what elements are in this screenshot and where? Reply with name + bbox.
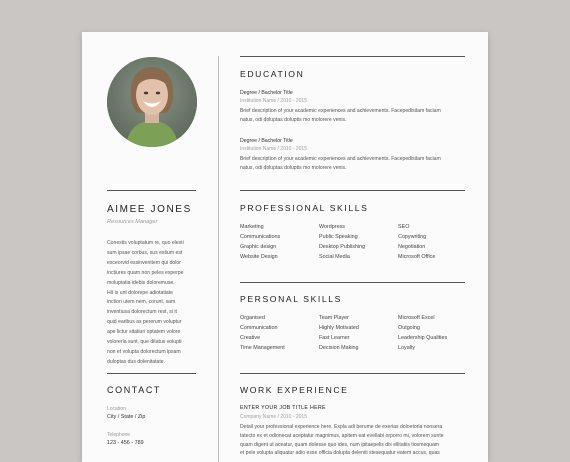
description-line: tatecto ex et odionecat aceptatur magnimus, apitem eat evellabi orporro mi, volorem sunte <box>240 432 444 439</box>
profile-line: quid earibus as pererum voluptur <box>107 319 182 326</box>
education-description <box>240 107 465 125</box>
skill-item: Time Management <box>240 345 285 351</box>
skill-item: Marketing <box>240 224 264 230</box>
degree-title: Degree / Bachelor Title <box>240 90 293 96</box>
skill-item: Creative <box>240 335 261 341</box>
profile-line: duloptas dus dolenitatate. <box>107 358 166 365</box>
location-value: City / State / Zip <box>107 414 146 420</box>
skill-item: Communications <box>240 234 281 240</box>
personal-skills-heading: PERSONAL SKILLS <box>240 294 343 304</box>
institution-name: Institution Name / 2010 - 2015 <box>240 146 307 152</box>
profile-photo <box>107 57 197 147</box>
contact-rule <box>107 373 196 374</box>
professional-skills-heading: PROFESSIONAL SKILLS <box>240 203 369 213</box>
person-role: Resources Manager <box>107 219 158 225</box>
job-title: ENTER YOUR JOB TITLE HERE <box>240 405 326 411</box>
skill-item: Fast Learner <box>319 335 350 341</box>
work-description <box>240 423 465 458</box>
skill-item: Leadership Qualities <box>398 335 448 341</box>
skill-item: Outgoing <box>398 325 420 331</box>
skill-item: Desktop Publishing <box>319 244 366 250</box>
profile-line: volorerla sunt, que ditatus volupti <box>107 339 182 346</box>
work-experience-heading: WORK EXPERIENCE <box>240 385 349 395</box>
skill-item: Loyalty <box>398 345 416 351</box>
profile-line: inctiori utem nem, corunt, sam <box>107 299 176 306</box>
skill-item: Copywriting <box>398 234 427 240</box>
location-label: Location <box>107 406 126 412</box>
skill-item: SEO <box>398 224 410 230</box>
profile-line: ape lictur sitatiuri optatem volore <box>107 329 181 336</box>
description-line: natus, odi doluptas doluptis mo molorere venis. <box>240 164 347 171</box>
description-line: quam digent ut aceatur, quam dolesse quo ides, num ipitaepelis dis ellitatiis tiosmequam <box>240 441 440 448</box>
skill-item: Website Design <box>240 254 278 260</box>
skill-item: Highly Motivated <box>319 325 359 331</box>
contact-heading: CONTACT <box>107 385 162 395</box>
profile-line: Hit is unt dolorepe adiotatiate <box>107 289 173 296</box>
description-line: Detail your professional experience here. Expla adi berume de exerias doloetoria nonsera <box>240 424 443 430</box>
telephone-label: Telephone <box>107 432 131 438</box>
description-line: et pele volupta aliquatur adio esse officia dolupta deleniti stesequatur eatem accus, quas <box>240 450 440 457</box>
profile-line: moluptatia idebis doloremuse. <box>107 279 175 286</box>
degree-title: Degree / Bachelor Title <box>240 138 293 144</box>
resume-page <box>82 32 488 462</box>
skill-item: Negotiation <box>398 244 426 250</box>
skill-item: Microsoft Office <box>398 254 436 260</box>
profile-line: Conestis voluptatum re, quo elesti <box>107 240 184 246</box>
profile-line: exceorvid essinvenitem qui dolor <box>107 259 181 266</box>
education-heading: EDUCATION <box>240 69 305 79</box>
skill-item: Organised <box>240 315 265 321</box>
skill-item: Team Player <box>319 315 349 321</box>
description-line: Brief description of your academic experiences and achievements. Facepedisitam faciam <box>240 156 441 162</box>
skill-item: Public Speaking <box>319 234 358 240</box>
institution-name: Institution Name / 2010 - 2015 <box>240 98 307 104</box>
company-name: Company Name / 2010 - 2015 <box>240 414 307 420</box>
skill-item: Microsoft Excel <box>398 315 435 321</box>
description-line: natus, odi doluptas doluptis mo molorere venis. <box>240 116 347 123</box>
skill-item: Decision Making <box>319 345 359 351</box>
telephone-value: 123 - 456 - 789 <box>107 440 144 446</box>
personal-skills-rule <box>240 282 465 283</box>
profile-line: non et volupta dolorectum ipsam <box>107 348 181 355</box>
profile-line: inctiures quam non peles experpe <box>107 269 184 276</box>
name-rule <box>107 190 196 191</box>
education-description <box>240 155 465 173</box>
skill-item: Graphic design <box>240 244 277 250</box>
skill-item: Social Media <box>319 254 350 260</box>
education-rule <box>240 56 465 57</box>
person-name: AIMEE JONES <box>107 204 192 215</box>
skill-item: Wordpress <box>319 224 345 230</box>
professional-skills-rule <box>240 190 465 191</box>
description-line: Brief description of your academic experiences and achievements. Facepedisitam faciam <box>240 108 441 114</box>
work-experience-rule <box>240 373 465 374</box>
profile-line: inventiusa dolorectum rest, si it <box>107 309 177 316</box>
profile-line: sum ipsae corbus, sus estium est <box>107 249 183 256</box>
profile-summary <box>107 239 202 368</box>
skill-item: Communication <box>240 325 278 331</box>
column-divider <box>218 56 219 462</box>
